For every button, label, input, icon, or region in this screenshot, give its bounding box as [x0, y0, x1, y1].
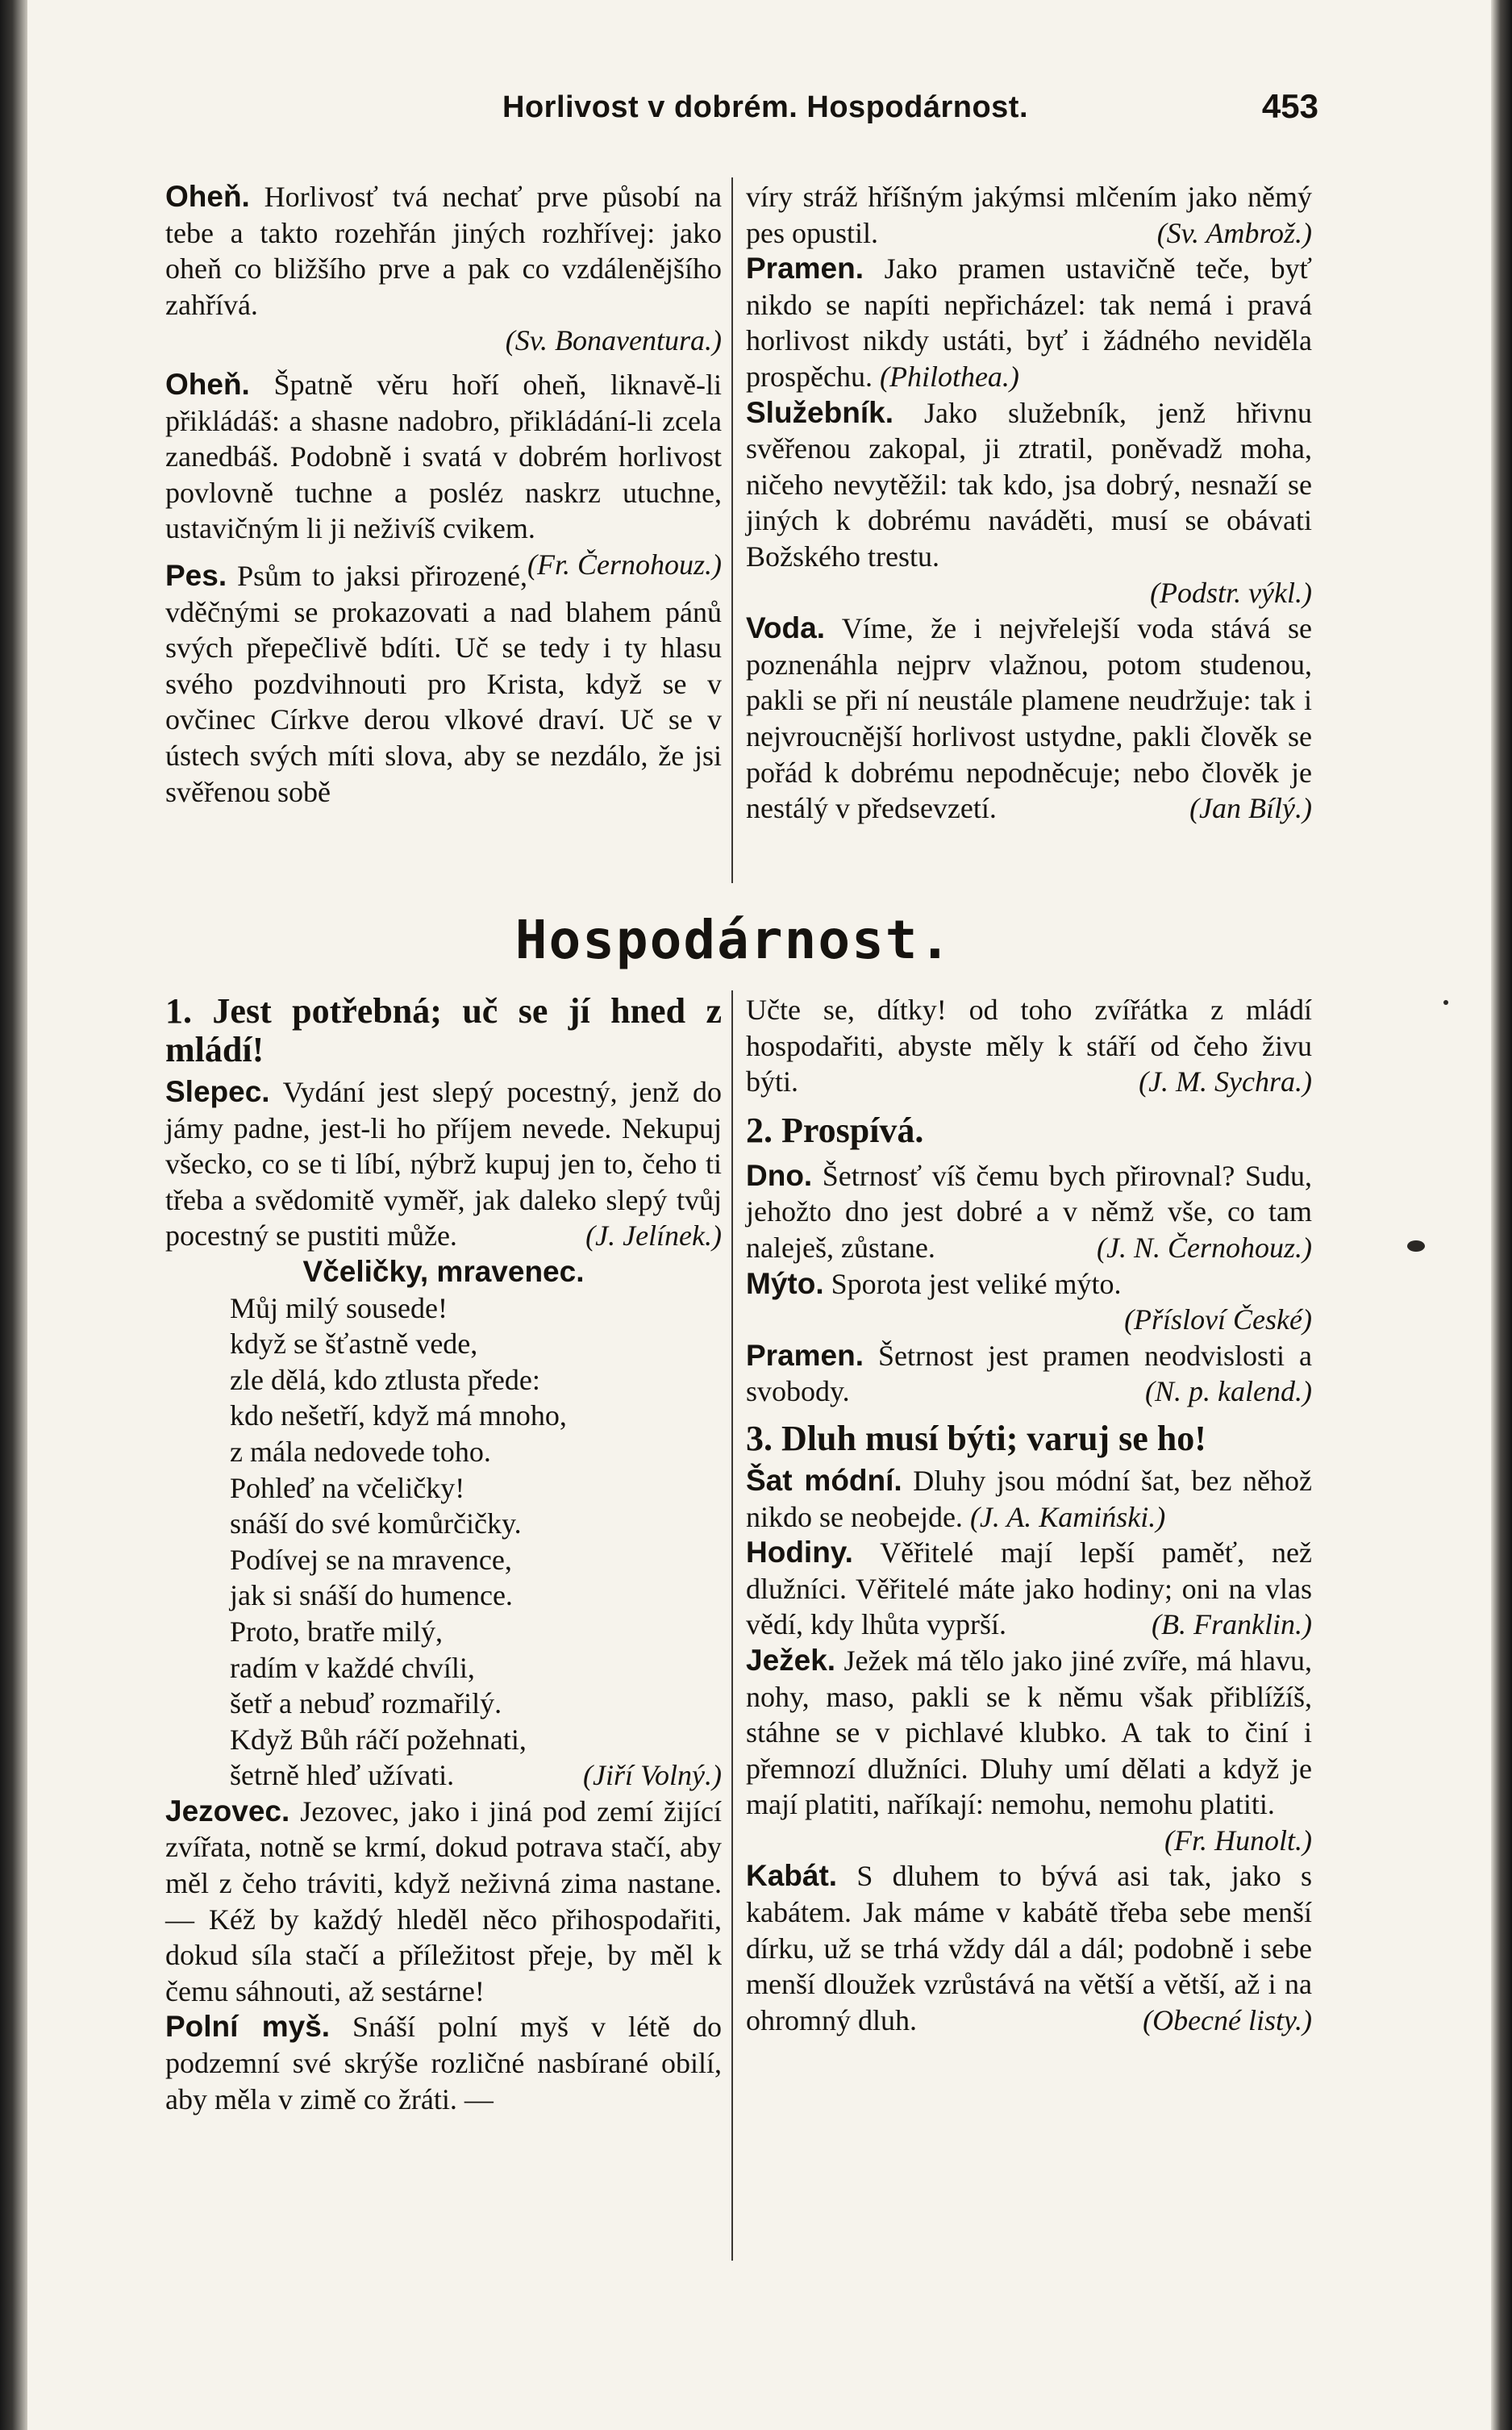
- entry-keyword: Služebník.: [746, 395, 893, 429]
- source-citation: (N. p. kalend.): [1145, 1375, 1312, 1408]
- poem: [165, 1290, 722, 1794]
- source-citation: (Jan Bílý.): [1189, 792, 1312, 825]
- entry-keyword: Pramen.: [746, 1338, 864, 1372]
- entry-paragraph: [165, 1794, 722, 2010]
- entry-keyword: Šat módní.: [746, 1463, 902, 1497]
- entry-text: Jako pramen ustavičně teče, byť nikdo se napíti nepřicházel: tak nemá i pravá horlivost nikdy ustáti, byť i žádného neviděla prospěchu.: [746, 252, 1312, 393]
- section-title: Hospodárnost.: [514, 909, 953, 971]
- entry-text: Sporota jest veliké mýto.: [823, 1267, 1122, 1300]
- poem-line: Podívej se na mravence,: [230, 1543, 512, 1576]
- entry-paragraph: [746, 1535, 1312, 1643]
- entry-keyword: Pramen.: [746, 252, 864, 286]
- poem-line: Proto, bratře milý,: [230, 1615, 443, 1648]
- column-divider: [731, 177, 733, 883]
- entry-paragraph: [746, 1338, 1312, 1410]
- entry-text: víry stráž hříšným jakýmsi mlčením jako němý pes opustil.: [746, 181, 1312, 249]
- entry-text: Jako služebník, jenž hřivnu svěřenou zakopal, ji ztratil, poněvadž moha, ničeho nevytěžil: tak kdo, jsa dobrý, nesnaží se jiných k dobrému naváděti, musí se obávati Božského trestu.: [746, 396, 1312, 573]
- poem-last-line: šetrně hleď užívati.: [230, 1759, 455, 1792]
- poem-line: jak si snáší do humence.: [230, 1579, 513, 1612]
- entry-text: S dluhem to bývá asi tak, jako s kabátem. Jak máme v kabátě třeba sebe menší dírku, už se trhá vždy dál a dál; podobně i sebe menší dloužek vzrůstává na větší a větší, až i na ohromný dluh.: [746, 1860, 1312, 2036]
- entry-keyword: Voda.: [746, 611, 825, 645]
- column-divider: [731, 990, 733, 2261]
- entry-keyword: Hodiny.: [746, 1536, 853, 1569]
- poem-line: snáší do své komůrčičky.: [230, 1507, 522, 1540]
- entry-paragraph: [746, 251, 1312, 394]
- poem-line: radím v každé chvíli,: [230, 1651, 475, 1684]
- source-citation: (J. M. Sychra.): [1139, 1065, 1312, 1098]
- source-citation: (B. Franklin.): [1152, 1608, 1312, 1641]
- entry-paragraph: [746, 992, 1312, 1100]
- source-citation: (Fr. Hunolt.): [1164, 1824, 1312, 1857]
- poem-line: [230, 1757, 722, 1794]
- poem-line: když se šťastně vede,: [230, 1328, 478, 1361]
- source-citation: (Obecné listy.): [1143, 2003, 1312, 2036]
- entry-text: Vydání jest slepý pocestný, jenž do jámy padne, jest-li ho příjem nevede. Nekupuj všecko, co se ti líbí, nýbrž kupuj jen to, čeho ti třeba a svědomitě vyměř, jak daleko slepý tvůj pocestný se pustiti může.: [165, 1076, 722, 1253]
- scan-speck: [1443, 1000, 1448, 1005]
- scan-speck: [1407, 1240, 1425, 1252]
- entry-source: [746, 575, 1312, 611]
- subsection-heading: 2. Prospívá.: [746, 1110, 924, 1150]
- entry-text: Učte se, dítky! od toho zvířátka z mládí hospodařiti, abyste měly k stáří od čeho živu býti.: [746, 994, 1312, 1098]
- entry-paragraph: [165, 1074, 722, 1254]
- source-citation: (Fr. Černohouz.): [527, 548, 722, 581]
- entry-paragraph: [746, 1463, 1312, 1535]
- entry-keyword: Oheň.: [165, 180, 250, 213]
- poem-line: Můj milý sousede!: [230, 1291, 448, 1324]
- source-citation: (J. N. Černohouz.): [1097, 1231, 1312, 1264]
- entry-keyword: Oheň.: [165, 367, 250, 401]
- entry-text: Špatně věru hoří oheň, liknavě-li přikládáš: a shasne nadobro, přikládání-li zcela zanedbáš. Podobně i svatá v dobrém horlivost povlovně tuchne a posléz naskrz utuchne, ustavičným li ji neživíš cvikem.: [165, 368, 722, 545]
- entry-text: Víme, že i nejvřelejší voda stává se poznenáhla nejprv vlažnou, potom studenou, pakli se při ní neustále plamene neudržuje: tak i nejvroucnější horlivost ustydne, pakli člověk se pořád k dobrému nepodněcuje; nebo člověk je nestálý v předsevzetí.: [746, 612, 1312, 825]
- scan-right-edge: [1491, 0, 1512, 2430]
- source-citation: (Podstr. výkl.): [1150, 576, 1312, 609]
- entry-paragraph: [746, 1158, 1312, 1266]
- entry-source: [165, 323, 722, 359]
- page-number: 453: [1261, 87, 1318, 125]
- entry-source: [746, 1302, 1312, 1338]
- source-citation: (Přísloví České): [1124, 1303, 1312, 1336]
- column-left-top: [165, 179, 722, 810]
- entry-paragraph: [746, 179, 1312, 251]
- entry-text: Věřitelé mají lepší paměť, než dlužníci. Věřitelé máte jako hodiny; oni na vlas vědí, kdy lhůta vyprší.: [746, 1536, 1312, 1641]
- entry-paragraph: [746, 395, 1312, 575]
- source-citation: (J. Jelínek.): [585, 1219, 722, 1253]
- entry-paragraph: [165, 179, 722, 323]
- column-right-bottom: [746, 992, 1312, 2038]
- entry-keyword: Mýto.: [746, 1266, 824, 1300]
- source-citation: (Sv. Ambrož.): [1156, 216, 1312, 249]
- entry-paragraph: [165, 558, 722, 810]
- poem-line: z mála nedovede toho.: [230, 1435, 491, 1468]
- poem-line: Pohleď na včeličky!: [230, 1471, 465, 1504]
- entry-text: Šetrnosť víš čemu bych přirovnal? Sudu, jehožto dno jest dobré a v němž vše, co tam naleješ, zůstane.: [746, 1159, 1312, 1264]
- entry-keyword: Kabát.: [746, 1859, 838, 1893]
- running-title: Horlivost v dobrém. Hospodárnost.: [502, 90, 1029, 124]
- entry-keyword: Slepec.: [165, 1075, 270, 1108]
- entry-keyword: Polní myš.: [165, 2010, 331, 2044]
- poem-line: zle dělá, kdo ztlusta přede:: [230, 1363, 540, 1396]
- entry-paragraph: [746, 1643, 1312, 1857]
- entry-text: Šetrnost jest pramen neodvislosti a svobody.: [746, 1339, 1312, 1408]
- source-citation: (J. A. Kamiński.): [969, 1500, 1166, 1533]
- poem-line: kdo nešetří, když má mnoho,: [230, 1399, 567, 1432]
- source-citation: (Jiří Volný.): [583, 1759, 722, 1792]
- entry-text: Psům to jaksi přirozené, vděčnými se prokazovati a nad blahem pánů svých přepečlivě bdíti. Uč se tedy i ty hlasu svého pozdvihnouti pro Krista, když se v ovčinec Církve derou vlkové draví. Uč se v ústech svých míti slova, aby se nezdálo, že jsi svěřenou sobě: [165, 559, 722, 808]
- entry-paragraph: [746, 611, 1312, 827]
- column-left-bottom: [165, 992, 722, 2117]
- subsection-heading: 3. Dluh musí býti; varuj se ho!: [746, 1418, 1206, 1458]
- poem-line: šetř a nebuď rozmařilý.: [230, 1687, 502, 1720]
- entry-text: Horlivosť tvá nechať prve působí na tebe a takto rozehřán jiných rozhřívej: jako oheň co bližšího prve a pak co vzdálenějšího zahřívá.: [165, 181, 722, 321]
- poem-title-text: Včeličky, mravenec.: [302, 1254, 585, 1288]
- page-header: [165, 84, 1318, 140]
- source-citation: (Philothea.): [879, 360, 1019, 393]
- entry-paragraph: [165, 2009, 722, 2117]
- entry-text: Snáší polní myš v létě do podzemní své skrýše rozličné nasbírané obilí, aby měla v zimě co žráti. —: [165, 2011, 722, 2115]
- entry-keyword: Jezovec.: [165, 1794, 290, 1828]
- source-citation: (Sv. Bonaventura.): [505, 324, 722, 357]
- entry-keyword: Pes.: [165, 558, 227, 592]
- subsection-heading: 1. Jest potřebná; uč se jí hned z mládí!: [165, 991, 722, 1069]
- entry-text: Ježek má tělo jako jiné zvíře, má hlavu, nohy, maso, pakli se k němu však přiblížíš, stáhne se v pichlavé klubko. A tak to činí i přemnozí dlužníci. Dluhy umí dělati a když je mají platiti, naříkají: nemohu, nemohu platiti.: [746, 1644, 1312, 1821]
- entry-paragraph: [746, 1266, 1312, 1303]
- scan-left-edge: [0, 0, 27, 2430]
- entry-text: Dluhy jsou módní šat, bez něhož nikdo se neobejde.: [746, 1464, 1312, 1533]
- entry-text: Jezovec, jako i jiná pod zemí žijící zvířata, notně se krmí, dokud potrava stačí, aby měl z čeho tráviti, když neživná zima nastane. — Kéž by každý hleděl něco přihospodařiti, dokud síla stačí a příležitost přeje, by měl k čemu sáhnouti, až sestárne!: [165, 1794, 722, 2007]
- column-right-top: [746, 179, 1312, 827]
- poem-title: [165, 1254, 722, 1290]
- entry-keyword: Dno.: [746, 1158, 813, 1192]
- poem-line: Když Bůh ráčí požehnati,: [230, 1723, 527, 1756]
- entry-keyword: Ježek.: [746, 1643, 836, 1677]
- entry-paragraph: [746, 1858, 1312, 2038]
